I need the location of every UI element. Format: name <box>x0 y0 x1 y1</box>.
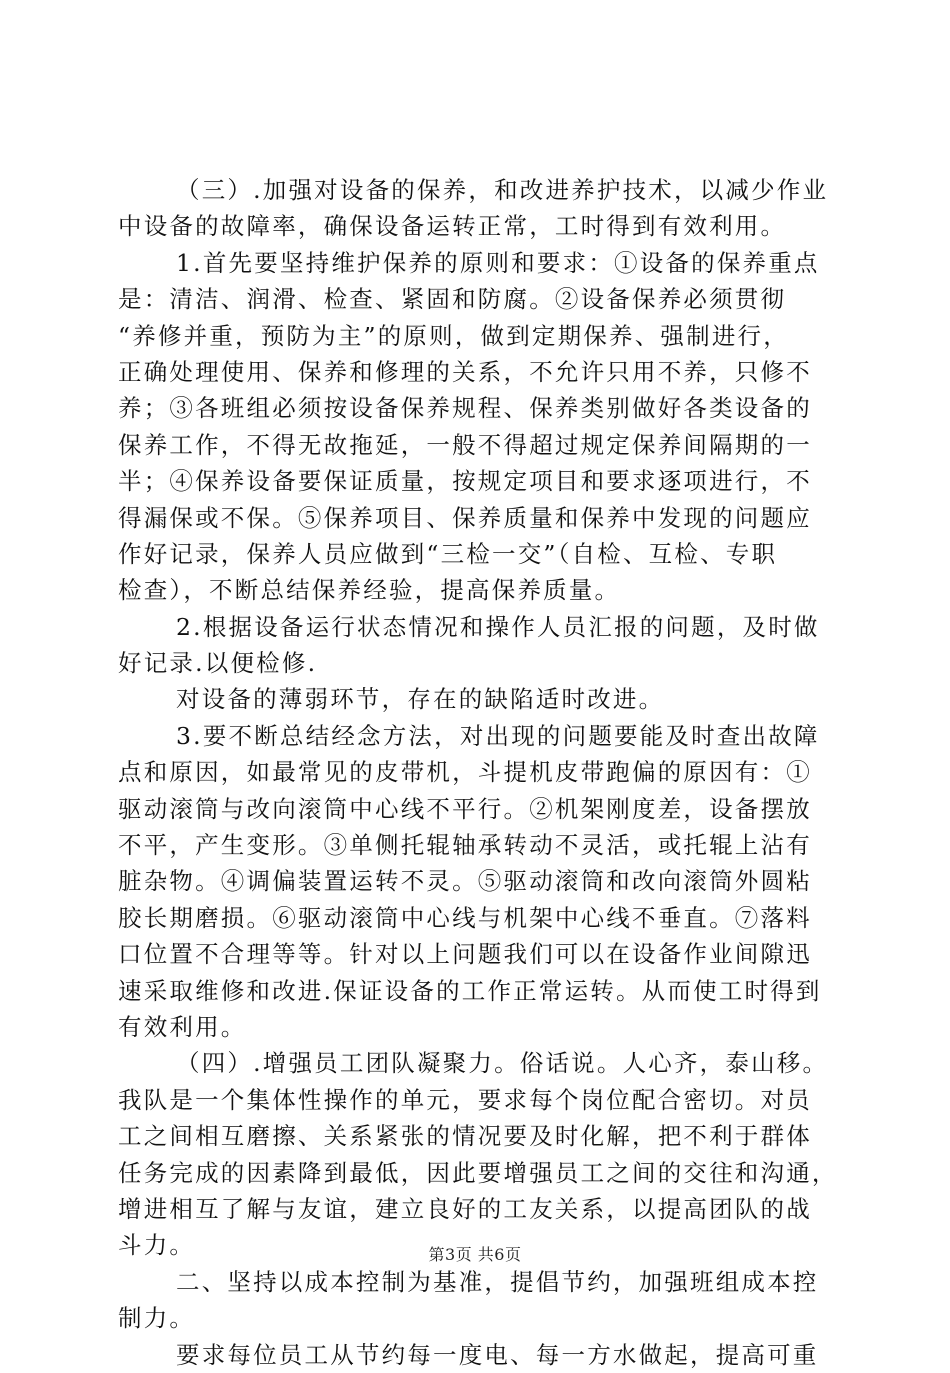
text-line: 2.根据设备运行状态情况和操作人员汇报的问题，及时做 <box>176 612 820 641</box>
page-number-label: 第3页 共6页 <box>428 1245 522 1264</box>
text-line: 对设备的薄弱环节，存在的缺陷适时改进。 <box>176 685 665 714</box>
text-line: 胶长期磨损。⑥驱动滚筒中心线与机架中心线不垂直。⑦落料 <box>118 903 812 932</box>
text-line: 中设备的故障率，确保设备运转正常，工时得到有效利用。 <box>118 212 787 241</box>
text-line: 斗力。 <box>118 1231 196 1260</box>
text-line: 有效利用。 <box>118 1012 247 1041</box>
text-line: 制力。 <box>118 1304 196 1333</box>
text-line: 工之间相互磨擦、关系紧张的情况要及时化解，把不利于群体 <box>118 1122 812 1151</box>
text-line: 好记录.以便检修. <box>118 649 318 678</box>
text-line: 是：清洁、润滑、检查、紧固和防腐。②设备保养必须贯彻 <box>118 285 787 314</box>
text-line: “养修并重，预防为主”的原则，做到定期保养、强制进行， <box>118 321 789 350</box>
document-body <box>118 172 836 1373</box>
text-line: 驱动滚筒与改向滚筒中心线不平行。②机架刚度差，设备摆放 <box>118 794 812 823</box>
text-line: （三）.加强对设备的保养，和改进养护技术，以减少作业 <box>176 176 829 204</box>
page-footer <box>0 1242 950 1265</box>
text-line: 速采取维修和改进.保证设备的工作正常运转。从而使工时得到 <box>118 976 822 1005</box>
text-line: 1.首先要坚持维护保养的原则和要求：①设备的保养重点 <box>176 248 820 277</box>
text-line: 任务完成的因素降到最低，因此要增强员工之间的交往和沟通， <box>118 1158 838 1187</box>
text-line: 正确处理使用、保养和修理的关系，不允许只用不养，只修不 <box>118 357 812 386</box>
text-line: 二、坚持以成本控制为基准，提倡节约，加强班组成本控 <box>176 1267 819 1296</box>
text-line: 增进相互了解与友谊，建立良好的工友关系，以提高团队的战 <box>118 1194 812 1223</box>
text-line: 要求每位员工从节约每一度电、每一方水做起，提高可重 <box>176 1340 819 1369</box>
text-line: 作好记录，保养人员应做到“三检一交”（自检、互检、专职 <box>118 539 778 568</box>
text-line: 我队是一个集体性操作的单元，要求每个岗位配合密切。对员 <box>118 1085 812 1114</box>
text-line: 点和原因，如最常见的皮带机，斗提机皮带跑偏的原因有：① <box>118 758 812 787</box>
text-line: 不平，产生变形。③单侧托辊轴承转动不灵活，或托辊上沾有 <box>118 831 812 860</box>
text-line: 保养工作，不得无故拖延，一般不得超过规定保养间隔期的一 <box>118 430 812 459</box>
text-line: 脏杂物。④调偏装置运转不灵。⑤驱动滚筒和改向滚筒外圆粘 <box>118 867 812 896</box>
text-line: 养；③各班组必须按设备保养规程、保养类别做好各类设备的 <box>118 394 812 423</box>
text-line: （四）.增强员工团队凝聚力。俗话说。人心齐，泰山移。 <box>176 1049 829 1078</box>
text-line: 半；④保养设备要保证质量，按规定项目和要求逐项进行，不 <box>118 467 812 496</box>
text-line: 3.要不断总结经念方法，对出现的问题要能及时查出故障 <box>176 721 820 750</box>
text-line: 口位置不合理等等。针对以上问题我们可以在设备作业间隙迅 <box>118 940 812 969</box>
text-line: 检查），不断总结保养经验，提高保养质量。 <box>118 576 621 605</box>
text-line: 得漏保或不保。⑤保养项目、保养质量和保养中发现的问题应 <box>118 503 812 532</box>
